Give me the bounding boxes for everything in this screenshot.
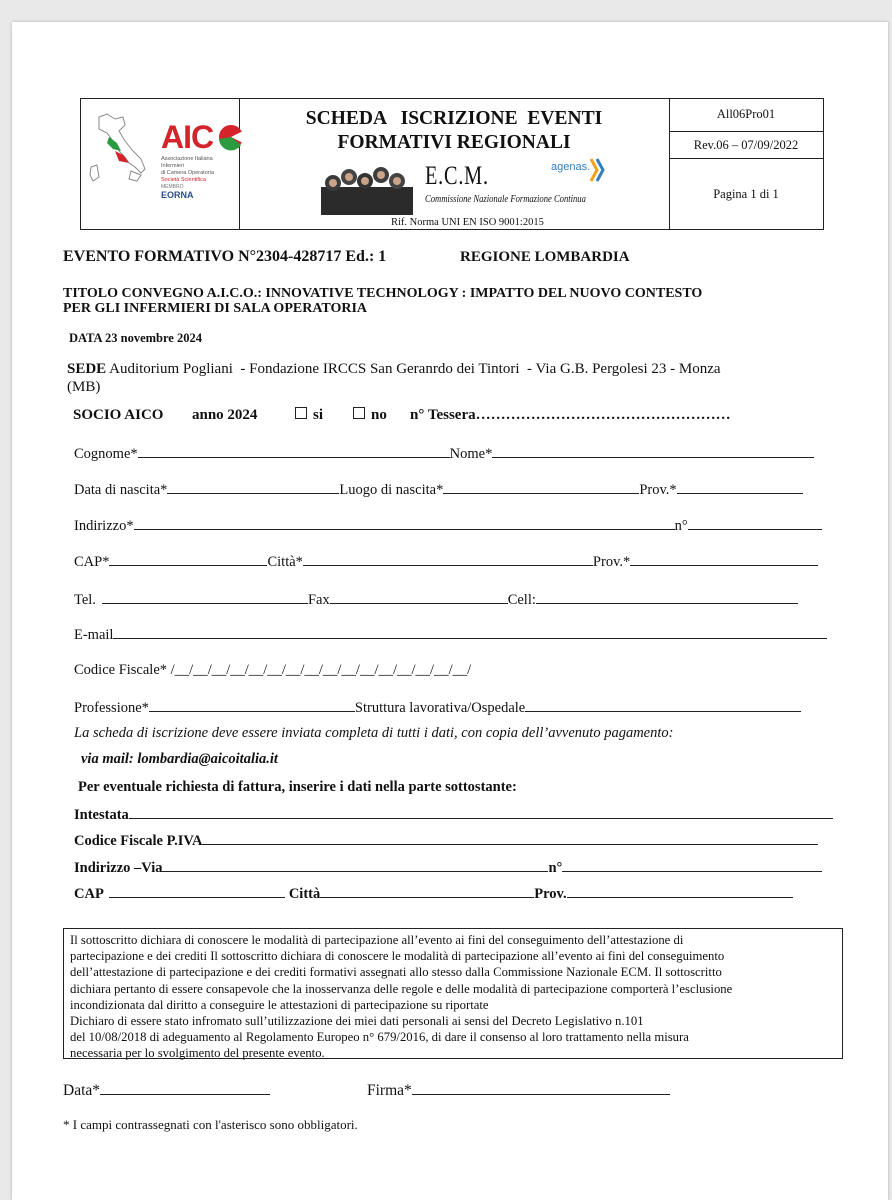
- surname-label: Cognome*: [74, 446, 138, 462]
- invoice-prov-field[interactable]: [567, 885, 793, 898]
- birth-place-field[interactable]: [443, 481, 639, 494]
- invoice-prov-label: Prov.: [534, 886, 567, 902]
- membership-label: SOCIO AICO: [73, 407, 164, 423]
- declaration-box: [63, 928, 843, 1059]
- signature-label: Firma*: [367, 1082, 412, 1099]
- invoice-street-field[interactable]: [162, 859, 548, 872]
- birth-prov-field[interactable]: [677, 481, 803, 494]
- invoice-cap-label: CAP: [74, 886, 104, 902]
- venue-label: SEDE: [67, 361, 107, 377]
- member-no-label: no: [371, 407, 387, 423]
- cell-label: Cell:: [507, 592, 536, 608]
- city-label: Città*: [267, 554, 303, 570]
- event-title-line-1: TITOLO CONVEGNO A.I.C.O.: INNOVATIVE TECHNOLOGY : IMPATTO DEL NUOVO CONTESTO: [63, 286, 703, 301]
- address-label: Indirizzo*: [74, 518, 134, 534]
- invoice-recipient-label: Intestata: [74, 807, 129, 823]
- surname-field[interactable]: [138, 445, 450, 458]
- declaration-line: necessaria per lo svolgimento del presente evento.: [70, 1046, 325, 1061]
- ecm-title: E.C.M.: [425, 161, 489, 190]
- document-code: All06Pro01: [716, 107, 776, 121]
- prov-field[interactable]: [630, 553, 818, 566]
- aico-logo: [85, 109, 235, 224]
- declaration-line: del 10/08/2018 di adeguamento al Regolamento Europeo n° 679/2016, di dare il consenso al loro trattamento nella misura: [70, 1030, 689, 1045]
- name-field[interactable]: [492, 445, 814, 458]
- tax-code-field[interactable]: Codice Fiscale* /__/__/__/__/__/__/__/__/__/__/__/__/__/__/__/__/: [74, 662, 472, 678]
- venue-line-2: (MB): [67, 379, 101, 395]
- agenas-mark-icon: [589, 157, 609, 183]
- cap-label: CAP*: [74, 554, 110, 570]
- prov-label: Prov.*: [592, 554, 631, 570]
- invoice-recipient-field[interactable]: [129, 806, 833, 819]
- workplace-field[interactable]: [525, 699, 801, 712]
- document-page: [12, 22, 888, 1200]
- ecm-subtitle: Commissione Nazionale Formazione Continua: [425, 193, 586, 205]
- declaration-line: Il sottoscritto dichiara di conoscere le modalità di partecipazione all’evento ai fini del conseguimento dell’attestazione di: [70, 933, 684, 947]
- card-number-field[interactable]: n° Tessera……………………………………………: [410, 407, 731, 423]
- phone-label: Tel.: [74, 592, 96, 608]
- people-group-icon: [321, 159, 413, 215]
- event-venue: [67, 360, 721, 396]
- house-number-field[interactable]: [688, 517, 822, 530]
- workplace-label: Struttura lavorativa/Ospedale: [354, 700, 526, 716]
- city-field[interactable]: [303, 553, 593, 566]
- event-region: REGIONE LOMBARDIA: [460, 249, 630, 265]
- cell-field[interactable]: [536, 591, 798, 604]
- declaration-line: dichiara pertanto di essere consapevole che la inosservanza delle regole e delle modalità di partecipazione comporterà l’esclusione: [70, 981, 733, 996]
- address-field[interactable]: [134, 517, 675, 530]
- agenas-logo: agenas.: [551, 161, 591, 173]
- form-title-line-2: FORMATIVI REGIONALI: [337, 132, 571, 153]
- form-title: [239, 107, 669, 155]
- name-label: Nome*: [449, 446, 493, 462]
- phone-field[interactable]: [102, 591, 308, 604]
- mandatory-footnote: * I campi contrassegnati con l'asterisco sono obbligatori.: [63, 1117, 358, 1132]
- invoice-number-label: n°: [548, 860, 563, 876]
- fax-field[interactable]: [330, 591, 508, 604]
- membership-year: anno 2024: [192, 407, 258, 423]
- birth-place-label: Luogo di nascita*: [339, 482, 444, 498]
- invoice-number-field[interactable]: [562, 859, 822, 872]
- venue-line-1: Auditorium Pogliani - Fondazione IRCCS San Geranrdo dei Tintori - Via G.B. Pergolesi 23 - Monza: [106, 361, 721, 377]
- eorna-logo: EORNA: [161, 190, 194, 200]
- invoice-city-field[interactable]: [320, 885, 534, 898]
- sign-date-label: Data*: [63, 1082, 101, 1099]
- submission-note: La scheda di iscrizione deve essere inviata completa di tutti i dati, con copia dell’avvenuto pagamento:: [74, 725, 674, 741]
- declaration-line: dell’attestazione di partecipazione e dei crediti formativi assegnati allo stesso dalla Commissione Nazionale ECM. Il sottoscritto: [70, 965, 722, 980]
- aico-tagline-3: Società Scientifica: [161, 177, 206, 183]
- event-title-line-2: PER GLI INFERMIERI DI SALA OPERATORIA: [63, 301, 368, 316]
- birth-date-field[interactable]: [167, 481, 339, 494]
- aico-wordmark: AIC: [161, 119, 214, 155]
- invoice-street-label: Indirizzo –Via: [74, 860, 163, 876]
- invoice-city-label: Città: [288, 886, 321, 902]
- cap-field[interactable]: [109, 553, 267, 566]
- eorna-member-label: MEMBRO: [161, 184, 184, 190]
- birth-date-label: Data di nascita*: [74, 482, 168, 498]
- header-table: [80, 98, 824, 230]
- birth-prov-label: Prov.*: [639, 482, 677, 498]
- form-title-line-1: SCHEDA ISCRIZIONE EVENTI: [305, 108, 603, 129]
- email-label: E-mail: [74, 627, 114, 643]
- invoice-note: Per eventuale richiesta di fattura, inserire i dati nella parte sottostante:: [78, 779, 517, 795]
- aico-tagline-1: Associazione Italiana Infermieri: [161, 156, 213, 169]
- signature-field[interactable]: [412, 1082, 670, 1095]
- invoice-vat-field[interactable]: [202, 832, 818, 845]
- member-no-checkbox[interactable]: [353, 407, 365, 419]
- member-yes-checkbox[interactable]: [295, 407, 307, 419]
- aico-tagline-2: di Camera Operatoria: [161, 170, 214, 176]
- sign-date-field[interactable]: [100, 1082, 270, 1095]
- page-number: Pagina 1 di 1: [713, 187, 779, 201]
- revision: Rev.06 – 07/09/2022: [693, 138, 799, 152]
- italy-map-icon: [85, 111, 155, 201]
- house-number-label: n°: [674, 518, 688, 534]
- profession-field[interactable]: [149, 699, 355, 712]
- iso-norm: Rif. Norma UNI EN ISO 9001:2015: [391, 217, 544, 228]
- profession-label: Professione*: [74, 700, 149, 716]
- event-date: DATA 23 novembre 2024: [69, 331, 202, 345]
- email-field[interactable]: [113, 626, 827, 639]
- member-yes-label: si: [313, 407, 324, 423]
- declaration-line: partecipazione e dei crediti Il sottoscritto dichiara di conoscere le modalità di partecipazione all’evento ai fini del conseguimento: [70, 949, 725, 964]
- declaration-line: incondizionata dal diritto a conseguire le attestazioni di partecipazione su riportate: [70, 997, 489, 1012]
- invoice-cap-field[interactable]: [109, 885, 285, 898]
- declaration-line: Dichiaro di essere stato infromato sull’utilizzazione dei miei dati personali ai sensi del Decreto Legislativo n.101: [70, 1014, 644, 1029]
- submission-email[interactable]: via mail: lombardia@aicoitalia.it: [81, 751, 278, 767]
- event-title: [63, 286, 702, 316]
- fax-label: Fax: [307, 592, 330, 608]
- invoice-vat-label: Codice Fiscale P.IVA: [74, 833, 203, 849]
- event-number: EVENTO FORMATIVO N°2304-428717 Ed.: 1: [63, 248, 387, 265]
